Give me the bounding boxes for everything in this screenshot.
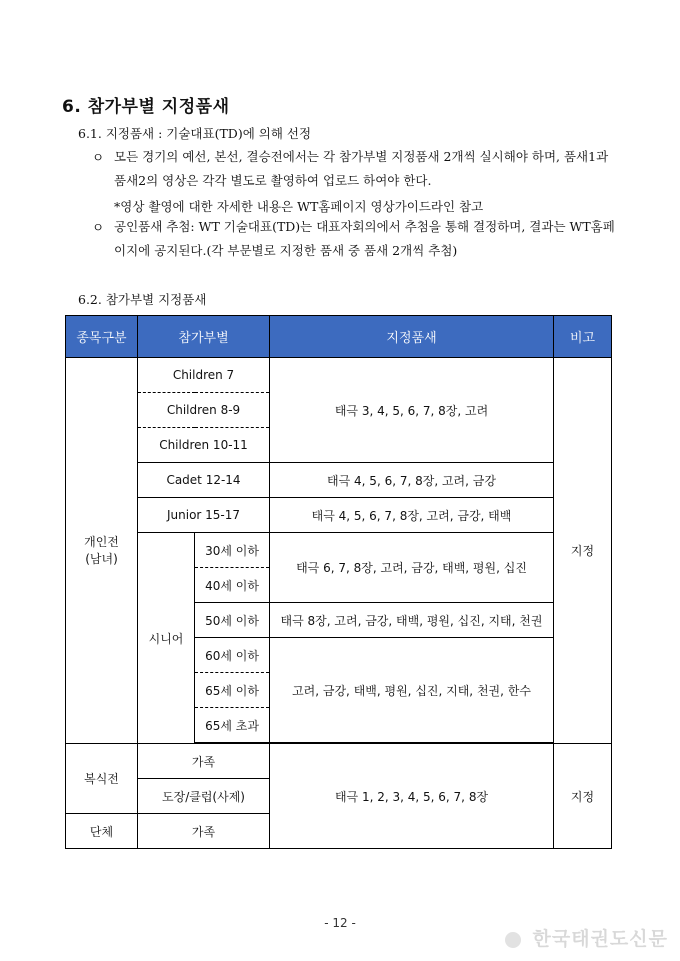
- page-number: - 12 -: [324, 916, 356, 930]
- header-poomsae: 지정품새: [270, 316, 554, 358]
- category-individual: 개인전 (남녀): [66, 358, 138, 744]
- division-children-8-9: Children 8-9: [138, 393, 270, 428]
- header-division: 참가부별: [138, 316, 270, 358]
- watermark-text: 한국태권도신문: [532, 928, 668, 950]
- subsection-heading-2: 6.2. 참가부별 지정품새: [78, 292, 207, 307]
- age-40-under: 40세 이하: [195, 568, 270, 603]
- table-header-row: [66, 316, 612, 358]
- division-team-family: 가족: [138, 814, 270, 849]
- table-row: [66, 533, 612, 568]
- division-senior: 시니어: [138, 533, 195, 744]
- division-dojang-club: 도장/클럽(사제): [138, 779, 270, 814]
- poomsae-children: 태극 3, 4, 5, 6, 7, 8장, 고려: [270, 358, 554, 463]
- division-children-10-11: Children 10-11: [138, 428, 270, 463]
- division-junior: Junior 15-17: [138, 498, 270, 533]
- age-65-under: 65세 이하: [195, 673, 270, 708]
- poomsae-table: [65, 315, 612, 849]
- subsection-heading-1: 6.1. 지정품새 : 기술대표(TD)에 의해 선정: [78, 126, 312, 141]
- table-row: [66, 498, 612, 533]
- division-cadet: Cadet 12-14: [138, 463, 270, 498]
- poomsae-pair-team: 태극 1, 2, 3, 4, 5, 6, 7, 8장: [270, 744, 554, 849]
- poomsae-senior-60-65: 고려, 금강, 태백, 평원, 십진, 지태, 천권, 한수: [270, 638, 554, 743]
- poomsae-cadet: 태극 4, 5, 6, 7, 8장, 고려, 금강: [270, 463, 554, 498]
- table-row: [66, 744, 612, 779]
- remark-pair-team: 지정: [554, 744, 612, 849]
- age-60-under: 60세 이하: [195, 638, 270, 673]
- age-50-under: 50세 이하: [195, 603, 270, 638]
- age-65-over: 65세 초과: [195, 708, 270, 743]
- remark-individual: 지정: [554, 358, 612, 744]
- table-row: [66, 358, 612, 393]
- header-remark: 비고: [554, 316, 612, 358]
- watermark-logo-icon: [505, 932, 521, 948]
- watermark: [505, 924, 668, 951]
- note-text: *영상 촬영에 대한 자세한 내용은 WT홈페이지 영상가이드라인 참고: [114, 199, 484, 214]
- age-30-under: 30세 이하: [195, 533, 270, 568]
- division-children-7: Children 7: [138, 358, 270, 393]
- poomsae-senior-30-40: 태극 6, 7, 8장, 고려, 금강, 태백, 평원, 십진: [270, 533, 554, 603]
- poomsae-junior: 태극 4, 5, 6, 7, 8장, 고려, 금강, 태백: [270, 498, 554, 533]
- section-title: 6. 참가부별 지정품새: [62, 97, 230, 117]
- category-pair: 복식전: [66, 744, 138, 814]
- header-category: 종목구분: [66, 316, 138, 358]
- bullet-item-1: [92, 145, 620, 193]
- division-family: 가족: [138, 744, 270, 779]
- bullet-text: 모든 경기의 예선, 본선, 결승전에서는 각 참가부별 지정품새 2개씩 실시해야 하며, 품새1과 품새2의 영상은 각각 별도로 촬영하여 업로드 하여야 한다.: [114, 149, 609, 188]
- table-row: [66, 463, 612, 498]
- bullet-mark: ㅇ: [92, 220, 105, 235]
- category-team: 단체: [66, 814, 138, 849]
- bullet-mark: ㅇ: [92, 150, 105, 165]
- bullet-item-2: [92, 215, 620, 263]
- poomsae-senior-50: 태극 8장, 고려, 금강, 태백, 평원, 십진, 지태, 천권: [270, 603, 554, 638]
- bullet-text: 공인품새 추첨: WT 기술대표(TD)는 대표자회의에서 추첨을 통해 결정하며, 결과는 WT홈페이지에 공지된다.(각 부문별로 지정한 품새 중 품새 2개씩 추첨): [114, 219, 615, 258]
